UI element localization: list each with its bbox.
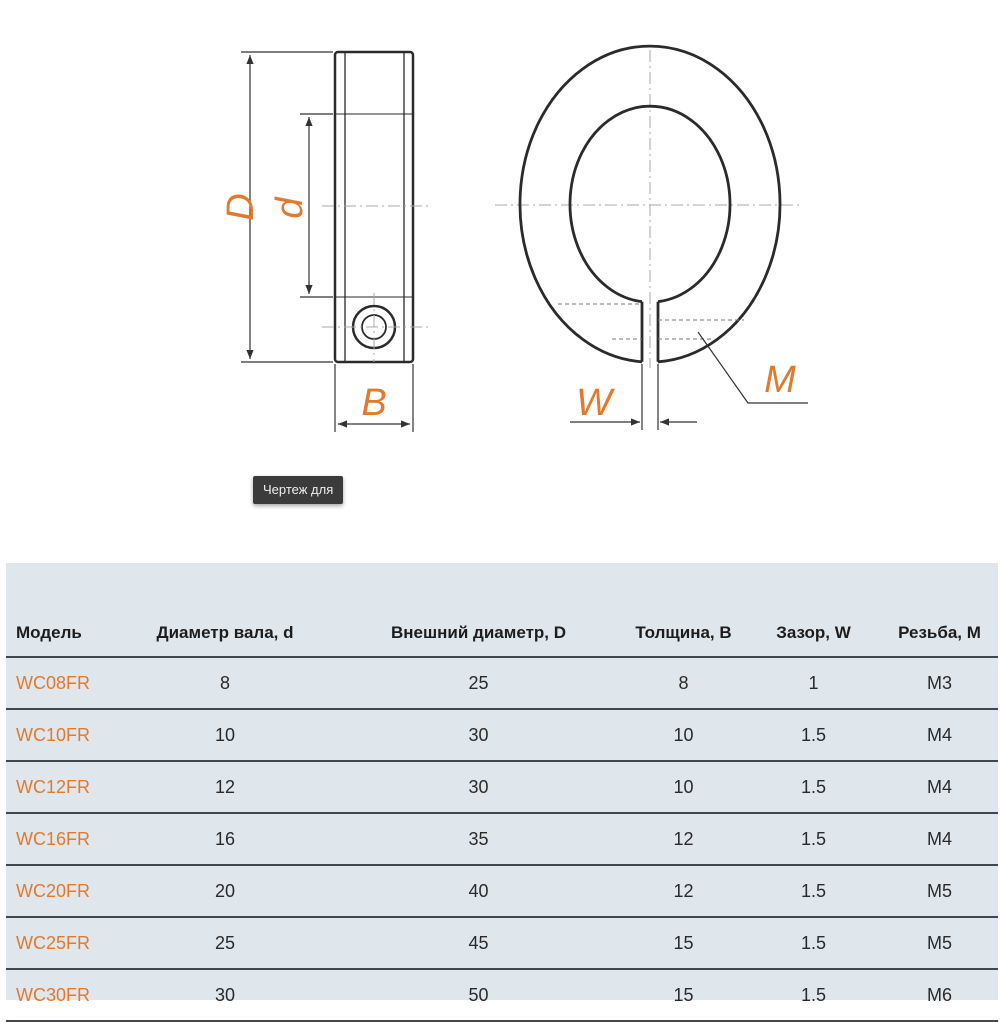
cell-outer-diameter: 30 [336,761,621,813]
cell-gap: 1.5 [746,865,881,917]
cell-outer-diameter: 35 [336,813,621,865]
cell-outer-diameter: 30 [336,709,621,761]
cell-shaft-diameter: 8 [114,657,336,709]
cell-model: WC08FR [6,657,114,709]
spec-table [6,563,998,1022]
cell-shaft-diameter: 30 [114,969,336,1021]
cell-thread: M5 [881,917,998,969]
cell-gap: 1 [746,657,881,709]
cell-shaft-diameter: 16 [114,813,336,865]
header-outer-diameter: Внешний диаметр, D [336,563,621,657]
cell-model: WC30FR [6,969,114,1021]
cell-thread: M4 [881,709,998,761]
cell-model: WC20FR [6,865,114,917]
label-W: W [576,382,612,424]
cell-thickness: 15 [621,917,746,969]
cell-model: WC10FR [6,709,114,761]
spec-table-container [6,563,998,1005]
cell-thread: M4 [881,761,998,813]
label-B: B [361,382,387,424]
cell-model: WC16FR [6,813,114,865]
cell-thickness: 12 [621,813,746,865]
cell-thread: M4 [881,813,998,865]
table-row [6,761,998,813]
label-M: M [764,359,796,401]
header-thread: Резьба, M [881,563,998,657]
drawing-tooltip: Чертеж для [253,476,343,504]
cell-gap: 1.5 [746,709,881,761]
cell-thickness: 8 [621,657,746,709]
cell-outer-diameter: 25 [336,657,621,709]
cell-outer-diameter: 40 [336,865,621,917]
header-gap: Зазор, W [746,563,881,657]
cell-shaft-diameter: 25 [114,917,336,969]
cell-model: WC25FR [6,917,114,969]
cell-thread: M5 [881,865,998,917]
header-thickness: Толщина, B [621,563,746,657]
table-row [6,969,998,1021]
cell-outer-diameter: 45 [336,917,621,969]
cell-model: WC12FR [6,761,114,813]
cell-thickness: 15 [621,969,746,1021]
cell-gap: 1.5 [746,813,881,865]
table-header-row [6,563,998,657]
table-row [6,813,998,865]
front-view-centerlines [495,50,800,368]
cell-shaft-diameter: 12 [114,761,336,813]
cell-gap: 1.5 [746,761,881,813]
cell-thickness: 12 [621,865,746,917]
table-row [6,865,998,917]
label-d: d [269,197,311,219]
cell-outer-diameter: 50 [336,969,621,1021]
table-row [6,917,998,969]
cell-thickness: 10 [621,761,746,813]
header-model: Модель [6,563,114,657]
cell-shaft-diameter: 10 [114,709,336,761]
label-D: D [220,193,262,221]
cell-gap: 1.5 [746,917,881,969]
cell-thread: M6 [881,969,998,1021]
table-row [6,657,998,709]
cell-gap: 1.5 [746,969,881,1021]
thread-hidden-lines [558,304,744,339]
cell-thickness: 10 [621,709,746,761]
header-shaft-diameter: Диаметр вала, d [114,563,336,657]
cell-thread: M3 [881,657,998,709]
cell-shaft-diameter: 20 [114,865,336,917]
table-row [6,709,998,761]
